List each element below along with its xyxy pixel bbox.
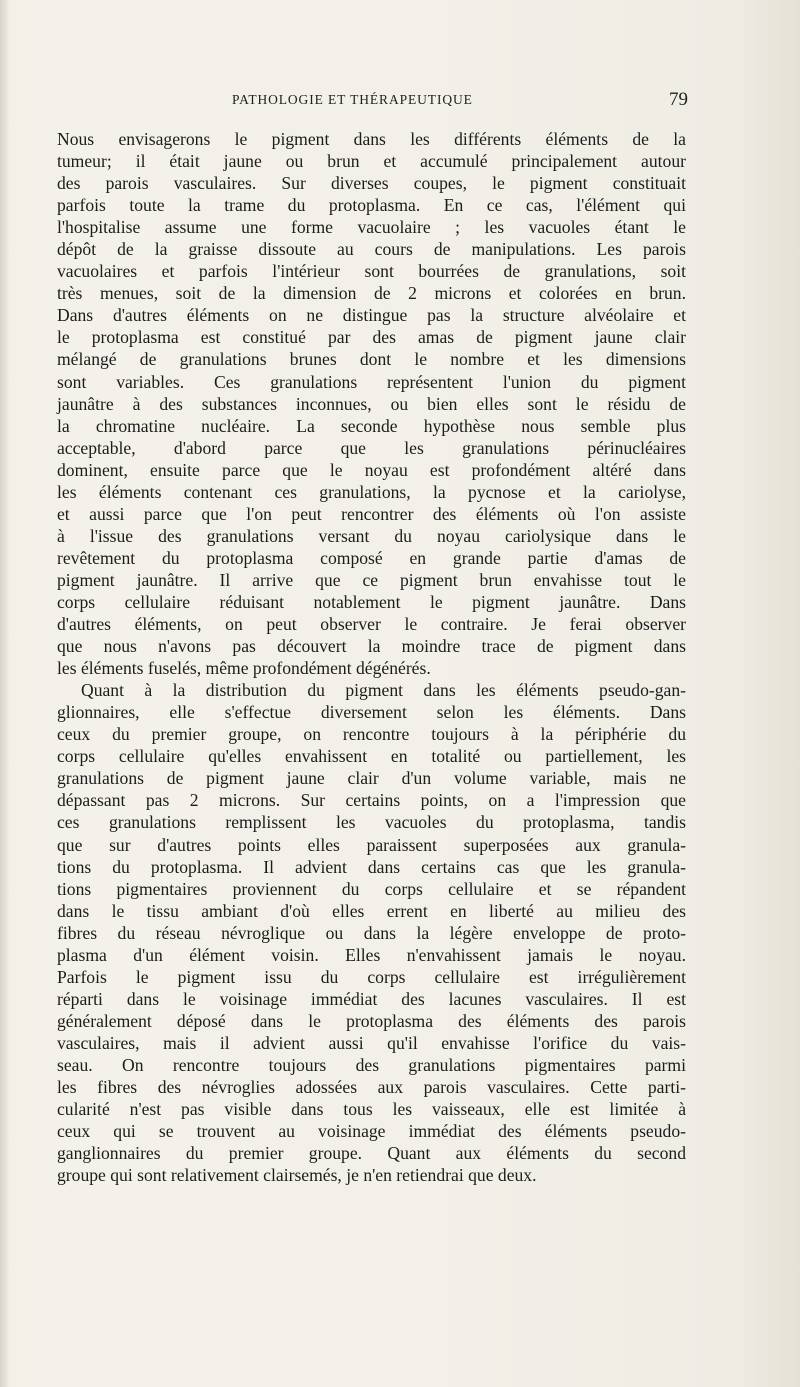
text-line: ganglionnaires du premier groupe. Quant aux éléments du second [57,1143,686,1164]
text-line: dominent, ensuite parce que le noyau est profondément altéré dans [57,459,686,480]
text-line: Dans d'autres éléments on ne distingue pas la structure alvéolaire et [57,305,686,326]
text-line: à l'issue des granulations versant du noyau cariolysique dans le [57,525,686,546]
text-line: ceux qui se trouvent au voisinage immédiat des éléments pseudo- [57,1121,686,1142]
text-line: que nous n'avons pas découvert la moindre trace de pigment dans [57,636,686,657]
text-line: plasma d'un élément voisin. Elles n'envahissent jamais le noyau. [57,944,686,965]
text-line: et aussi parce que l'on peut rencontrer des éléments où l'on assiste [57,503,686,524]
text-line: cularité n'est pas visible dans tous les vaisseaux, elle est limitée à [57,1099,686,1120]
text-line: le protoplasma est constitué par des amas de pigment jaune clair [57,327,686,348]
text-line: tions pigmentaires proviennent du corps cellulaire et se répandent [57,878,686,899]
text-line: acceptable, d'abord parce que les granulations périnucléaires [57,437,686,458]
page-number: 79 [669,89,688,110]
text-line: les éléments contenant ces granulations, la pycnose et la cariolyse, [57,481,686,502]
text-line: généralement déposé dans le protoplasma des éléments des parois [57,1010,686,1031]
text-line: vasculaires, mais il advient aussi qu'il envahisse l'orifice du vais- [57,1032,686,1053]
text-line: corps cellulaire réduisant notablement le pigment jaunâtre. Dans [57,591,686,612]
text-line: corps cellulaire qu'elles envahissent en totalité ou partiellement, les [57,746,686,767]
text-line: tumeur; il était jaune ou brun et accumulé principalement autour [57,151,686,172]
text-line: l'hospitalise assume une forme vacuolaire ; les vacuoles étant le [57,217,686,238]
text-line: vacuolaires et parfois l'intérieur sont bourrées de granulations, soit [57,261,686,282]
text-line: mélangé de granulations brunes dont le nombre et les dimensions [57,349,686,370]
text-line: sont variables. Ces granulations représentent l'union du pigment [57,371,686,392]
text-line: très menues, soit de la dimension de 2 microns et colorées en brun. [57,283,686,304]
text-line: parfois toute la trame du protoplasma. En ce cas, l'élément qui [57,195,686,216]
text-line: les éléments fuselés, même profondément dégénérés. [57,658,431,679]
body-text [57,128,686,1186]
paragraph [57,128,686,679]
text-line: les fibres des névroglies adossées aux parois vasculaires. Cette parti- [57,1077,686,1098]
text-line: ceux du premier groupe, on rencontre toujours à la périphérie du [57,724,686,745]
text-line: Nous envisagerons le pigment dans les différents éléments de la [57,129,686,149]
text-line: ces granulations remplissent les vacuoles du protoplasma, tandis [57,812,686,833]
running-title: PATHOLOGIE ET THÉRAPEUTIQUE [232,92,473,107]
text-line: dépassant pas 2 microns. Sur certains points, on a l'impression que [57,790,686,811]
text-line: glionnaires, elle s'effectue diversement selon les éléments. Dans [57,702,686,723]
page-gutter-shadow [0,0,10,1387]
text-line: la chromatine nucléaire. La seconde hypothèse nous semble plus [57,415,686,436]
text-line: dépôt de la graisse dissoute au cours de manipulations. Les parois [57,239,686,260]
text-line: d'autres éléments, on peut observer le contraire. Je ferai observer [57,614,686,635]
text-line: revêtement du protoplasma composé en grande partie d'amas de [57,547,686,568]
text-line: pigment jaunâtre. Il arrive que ce pigment brun envahisse tout le [57,569,686,590]
text-line: tions du protoplasma. Il advient dans certains cas que les granula- [57,856,686,877]
text-line: seau. On rencontre toujours des granulations pigmentaires parmi [57,1054,686,1075]
page-header [232,88,688,112]
text-line: dans le tissu ambiant d'où elles errent en liberté au milieu des [57,900,686,921]
text-line: des parois vasculaires. Sur diverses coupes, le pigment constituait [57,173,686,194]
text-line: Quant à la distribution du pigment dans les éléments pseudo-gan- [81,680,686,701]
text-line: fibres du réseau névroglique ou dans la légère enveloppe de proto- [57,922,686,943]
text-line: granulations de pigment jaune clair d'un volume variable, mais ne [57,768,686,789]
text-line: réparti dans le voisinage immédiat des lacunes vasculaires. Il est [57,988,686,1009]
text-line: jaunâtre à des substances inconnues, ou bien elles sont le résidu de [57,393,686,414]
paragraph [57,679,686,1186]
text-line: que sur d'autres points elles paraissent superposées aux granula- [57,834,686,855]
text-line: Parfois le pigment issu du corps cellulaire est irrégulièrement [57,966,686,987]
text-line: groupe qui sont relativement clairsemés, je n'en retiendrai que deux. [57,1165,537,1186]
